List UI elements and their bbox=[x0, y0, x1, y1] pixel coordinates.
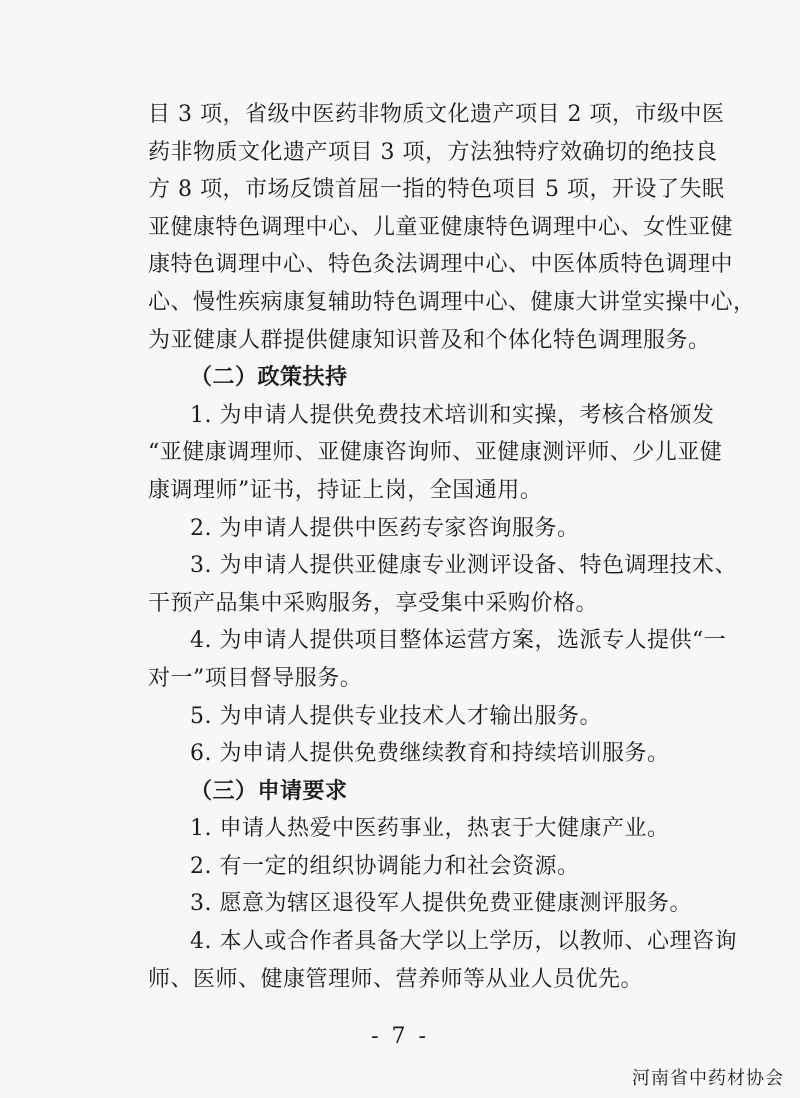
text-line: 6. 为申请人提供免费继续教育和持续培训服务。 bbox=[190, 741, 670, 767]
text-line: 药非物质文化遗产项目 3 项，方法独特疗效确切的绝技良 bbox=[148, 139, 718, 165]
text-line: 1. 申请人热爱中医药事业，热衷于大健康产业。 bbox=[190, 816, 670, 842]
text-line: 对一”项目督导服务。 bbox=[148, 665, 363, 691]
text-line: 3. 为申请人提供亚健康专业测评设备、特色调理技术、 bbox=[190, 553, 737, 579]
text-line: 3. 愿意为辖区退役军人提供免费亚健康测评服务。 bbox=[190, 891, 692, 917]
body-text bbox=[148, 96, 756, 998]
text-line: 师、医师、健康管理师、营养师等从业人员优先。 bbox=[148, 966, 644, 992]
text-line: 方 8 项，市场反馈首屈一指的特色项目 5 项，开设了失眠 bbox=[148, 177, 725, 203]
footer-watermark: 河南省中药材协会 bbox=[632, 1068, 784, 1089]
text-line: 1. 为申请人提供免费技术培训和实操，考核合格颁发 bbox=[190, 402, 715, 428]
text-line: 4. 本人或合作者具备大学以上学历，以教师、心理咨询 bbox=[190, 929, 737, 955]
text-line: 干预产品集中采购服务，享受集中采购价格。 bbox=[148, 590, 599, 616]
text-line: 亚健康特色调理中心、儿童亚健康特色调理中心、女性亚健 bbox=[148, 214, 734, 240]
text-line: 康特色调理中心、特色灸法调理中心、中医体质特色调理中 bbox=[148, 252, 734, 278]
text-line: 心、慢性疾病康复辅助特色调理中心、健康大讲堂实操中心， bbox=[148, 289, 756, 315]
text-line: 康调理师”证书，持证上岗，全国通用。 bbox=[148, 477, 543, 503]
text-line: 2. 为申请人提供中医药专家咨询服务。 bbox=[190, 515, 580, 541]
text-line: 4. 为申请人提供项目整体运营方案，选派专人提供“一 bbox=[190, 628, 727, 654]
section-heading-application-requirements: （三）申请要求 bbox=[190, 777, 348, 804]
text-line: 为亚健康人群提供健康知识普及和个体化特色调理服务。 bbox=[148, 327, 711, 353]
text-line: 2. 有一定的组织协调能力和社会资源。 bbox=[190, 853, 580, 879]
text-line: 目 3 项，省级中医药非物质文化遗产项目 2 项，市级中医 bbox=[148, 102, 725, 127]
section-heading-policy-support: （二）政策扶持 bbox=[190, 364, 348, 391]
page-number: - 7 - bbox=[371, 1024, 429, 1049]
text-line: 5. 为申请人提供专业技术人才输出服务。 bbox=[190, 703, 602, 729]
text-line: “亚健康调理师、亚健康咨询师、亚健康测评师、少儿亚健 bbox=[148, 440, 723, 466]
